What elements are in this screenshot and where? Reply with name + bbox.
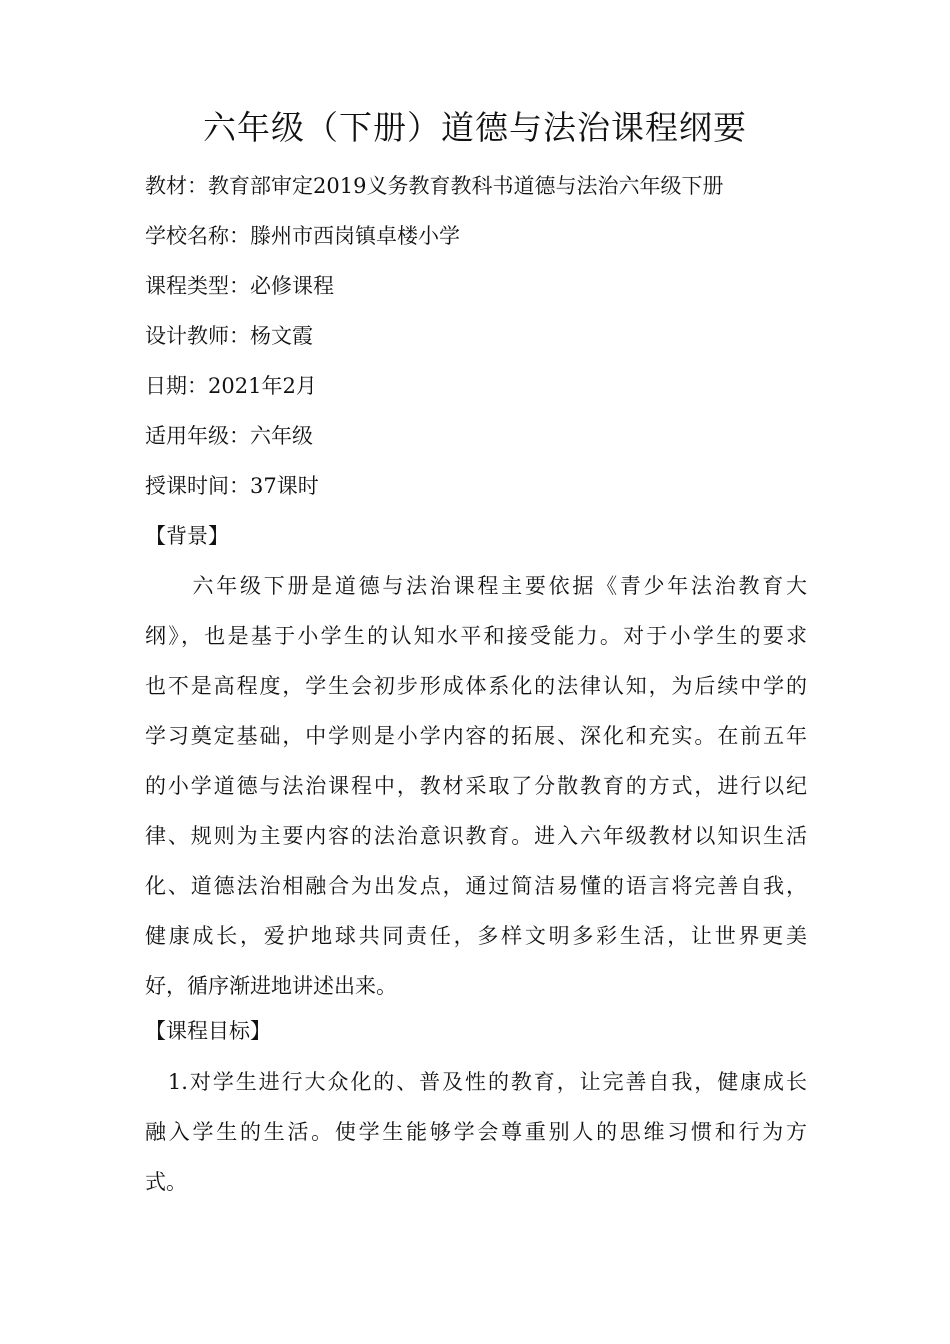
info-textbook: 教材：教育部审定2019义务教育教科书道德与法治六年级下册 xyxy=(145,174,724,198)
info-teacher: 设计教师：杨文霞 xyxy=(145,324,313,348)
goals-heading: 【课程目标】 xyxy=(145,1019,271,1043)
info-class-hours: 授课时间：37课时 xyxy=(145,474,319,498)
background-line: 健康成长，爱护地球共同责任，多样文明多彩生活，让世界更美 xyxy=(145,924,807,948)
goal-line: 1.对学生进行大众化的、普及性的教育，让完善自我，健康成长 xyxy=(145,1070,807,1094)
background-line: 化、道德法治相融合为出发点，通过简洁易懂的语言将完善自我， xyxy=(145,874,807,898)
info-date: 日期：2021年2月 xyxy=(145,374,317,398)
background-line: 六年级下册是道德与法治课程主要依据《青少年法治教育大 xyxy=(145,574,807,598)
info-course-type: 课程类型：必修课程 xyxy=(145,274,334,298)
goal-1-paragraph xyxy=(145,1057,807,1207)
info-school-name: 学校名称：滕州市西岗镇卓楼小学 xyxy=(145,224,460,248)
background-line: 好，循序渐进地讲述出来。 xyxy=(145,974,397,998)
background-line: 律、规则为主要内容的法治意识教育。进入六年级教材以知识生活 xyxy=(145,824,807,848)
info-grade: 适用年级：六年级 xyxy=(145,424,313,448)
background-line: 的小学道德与法治课程中，教材采取了分散教育的方式，进行以纪 xyxy=(145,774,807,798)
document-title: 六年级（下册）道德与法治课程纲要 xyxy=(203,108,747,147)
goal-line: 式。 xyxy=(145,1170,187,1194)
background-heading: 【背景】 xyxy=(145,524,229,548)
background-paragraph xyxy=(145,561,807,1011)
background-line: 学习奠定基础，中学则是小学内容的拓展、深化和充实。在前五年 xyxy=(145,724,807,748)
goal-line: 融入学生的生活。使学生能够学会尊重别人的思维习惯和行为方 xyxy=(145,1120,807,1144)
background-line: 也不是高程度，学生会初步形成体系化的法律认知，为后续中学的 xyxy=(145,674,807,698)
background-line: 纲》，也是基于小学生的认知水平和接受能力。对于小学生的要求 xyxy=(145,624,807,648)
